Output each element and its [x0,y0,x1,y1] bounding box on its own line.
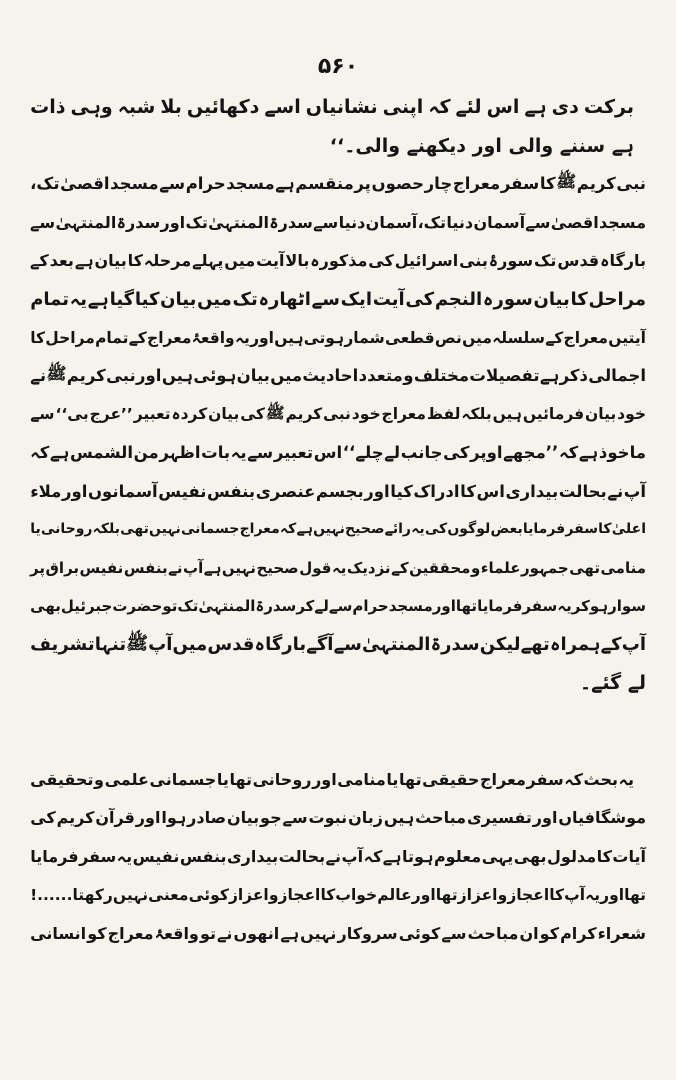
text-line: آیتیں معراج کے سلسلہ میں نص قطعی شمار ہوتی ہیں اور یہ واقعۂ معراج کے تمام مراحل کا [30,328,646,347]
text-line: موشگافیاں اور تفسیری مباحث ہیں زبان نبوت سے جو بیان صادر ہوا اور قرآن کریم کی [30,808,646,828]
text-line: آپ نے بحالت بیداری اس کا ادراک کیا اور بجسم عنصری بنفس نفیس آسمانوں اور ملاء [30,481,646,501]
paragraph [30,165,646,702]
text-line: منامی تھی جمہور علماء و محققین کے نزدیک یہ قول صحیح نہیں ہے آپ نے بنفس نفیس براق پر [30,558,646,577]
text-line: ہے سننے والی اور دیکھنے والی۔‘‘ [329,134,634,157]
text-line: ماخوذ ہے کہ ’’مجھے اوپر کی جانب لے چلے‘‘ اس تعبیر سے یہ بات اظہر من الشمس ہے کہ [30,443,646,463]
text-line: خود بیان فرمائیں ہیں بلکہ لفظ معراج خود نبی کریم ﷺ کی بیان کردہ تعبیر ’’عرج بی‘‘ سے [30,403,646,424]
paragraph [30,88,646,165]
text-line: برکت دی ہے اس لئے کہ اپنی نشانیاں اسے دکھائیں بلا شبہ وہی ذات [30,96,634,119]
text-line: آیات کا مدلول بھی یہی معلوم ہوتا ہے کہ آپ نے بحالت بیداری بنفس نفیس یہ سفر فرمایا [30,846,646,866]
text-line: بارگاہ قدس تک سورۂ بنی اسرائیل کی مذکورہ بالا آیت میں پہلے مرحلہ کا بیان ہے بعد کے [30,251,646,271]
text-line: اعلیٰ کا سفر فرمایا بعض لوگوں کی یہ رائے صحیح نہیں ہے کہ معراج جسمانی نہیں تھی بلکہ روحانی یا [30,521,646,538]
text-line: مسجد اقصیٰ سے آسمان دنیا تک، آسمان دنیا سے سدرۃ المنتہیٰ تک اور سدرۃ المنتہیٰ سے [30,212,646,232]
text-line: آپ کے ہمراہ تھے لیکن سدرۃ المنتہیٰ سے آگے بارگاہ قدس میں آپ ﷺ تنہا تشریف [30,632,646,656]
page-body [30,88,646,952]
text-line: تھا اور یہ آپ کا اعجاز و اعزاز تھا اور عالم خواب کا اعجاز و اعزاز کوئی معنی نہیں رکھتا......! [30,885,646,904]
text-line: سوار ہو کر یہ سفر فرمایا تھا اور مسجد حرام سے لے کر سدرۃ المنتہیٰ تک تو حضرت جبرئیل بھی [30,597,646,616]
text-line: لے گئے۔ [580,672,646,695]
page-number: ۵۶۰ [317,54,359,79]
text-line: شعراء کرام کو ان مباحث سے کوئی سروکار نہیں ہے انھوں نے تو واقعۂ معراج کو انسانی [30,923,646,943]
paragraph-gap [30,702,646,760]
text-line: مراحل کا بیان سورہ النجم کی آیت ایک سے اٹھارہ تک میں بیان کیا گیا ہے یہ تمام [30,288,646,310]
text-line: یہ بحث کہ سفر معراج حقیقی تھا یا منامی اور روحانی تھا یا جسمانی علمی و تحقیقی [30,769,634,789]
paragraph [30,760,646,952]
text-line: نبی کریم ﷺ کا سفر معراج چار حصوں پر منقسم ہے مسجد حرام سے مسجد اقصیٰ تک، [30,171,646,194]
text-line: اجمالی ذکر ہے تفصیلات مختلف و متعدد احادیث میں بیان ہوئی ہیں اور نبی کریم ﷺ نے [30,363,646,386]
